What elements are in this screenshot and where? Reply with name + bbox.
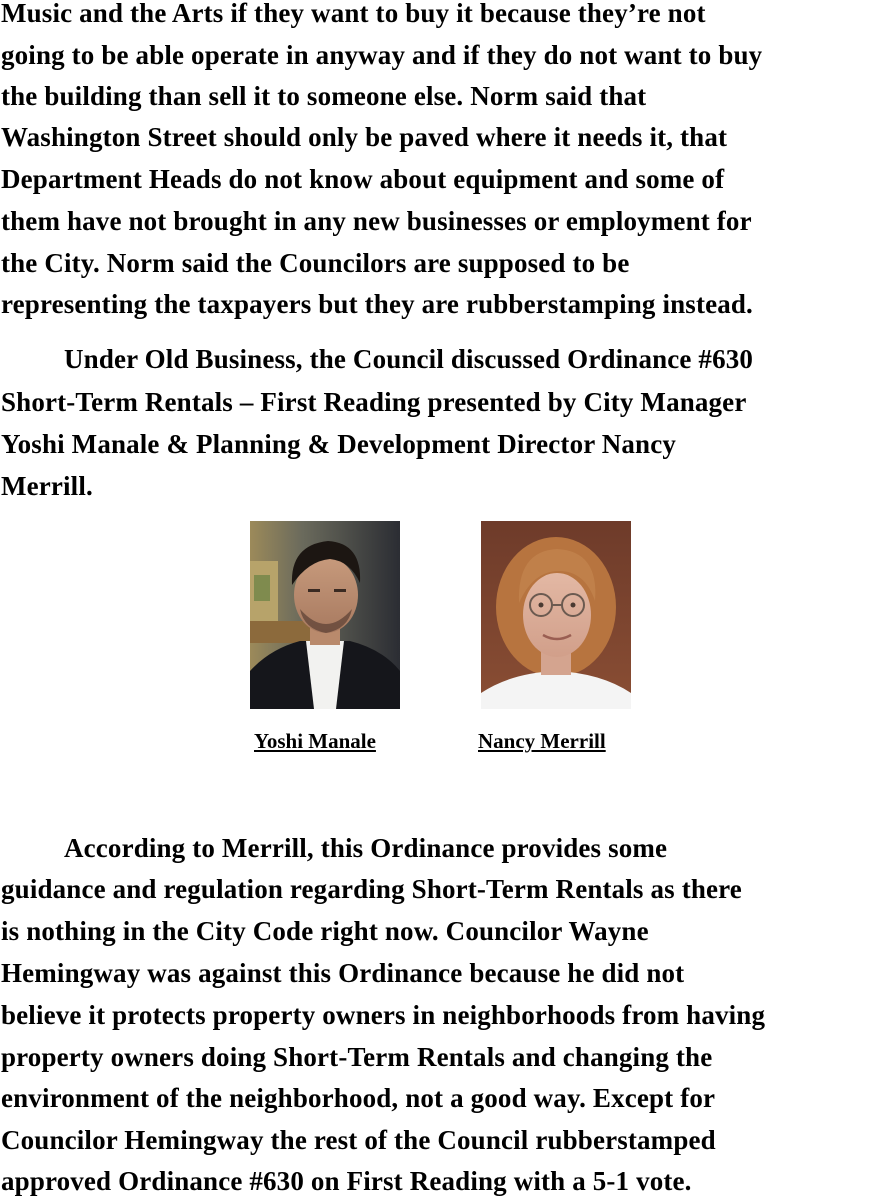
text-line: Yoshi Manale & Planning & Development Director Nancy [1, 429, 677, 459]
text-line: the building than sell it to someone else. Norm said that [1, 81, 647, 111]
portrait-photo-nancy-merrill [481, 521, 631, 709]
text-line: them have not brought in any new businesses or employment for [1, 206, 752, 236]
text-line: is nothing in the City Code right now. Councilor Wayne [1, 916, 649, 946]
text-line: Hemingway was against this Ordinance because he did not [1, 958, 685, 988]
photo-caption-yoshi-manale: Yoshi Manale [254, 729, 376, 753]
text-line: going to be able operate in anyway and if they do not want to buy [1, 40, 763, 70]
text-line: Washington Street should only be paved where it needs it, that [1, 122, 728, 152]
text-line: approved Ordinance #630 on First Reading with a 5-1 vote. [1, 1166, 692, 1196]
text-line: property owners doing Short-Term Rentals and changing the [1, 1042, 713, 1072]
portrait-photo-yoshi-manale [250, 521, 400, 709]
text-line: According to Merrill, this Ordinance provides some [64, 833, 668, 863]
text-line: Councilor Hemingway the rest of the Council rubberstamped [1, 1125, 716, 1155]
photo-caption-nancy-merrill: Nancy Merrill [478, 729, 606, 753]
text-line: environment of the neighborhood, not a good way. Except for [1, 1083, 716, 1113]
text-line: believe it protects property owners in neighborhoods from having [1, 1000, 766, 1030]
text-line: the City. Norm said the Councilors are supposed to be [1, 248, 630, 278]
text-line: Music and the Arts if they want to buy it because they’re not [1, 0, 706, 28]
text-line: Department Heads do not know about equipment and some of [1, 164, 725, 194]
text-line: Short-Term Rentals – First Reading presented by City Manager [1, 387, 747, 417]
text-line: representing the taxpayers but they are rubberstamping instead. [1, 289, 753, 319]
text-line: guidance and regulation regarding Short-Term Rentals as there [1, 874, 742, 904]
text-line: Merrill. [1, 471, 93, 501]
text-line: Under Old Business, the Council discussed Ordinance #630 [64, 344, 754, 374]
